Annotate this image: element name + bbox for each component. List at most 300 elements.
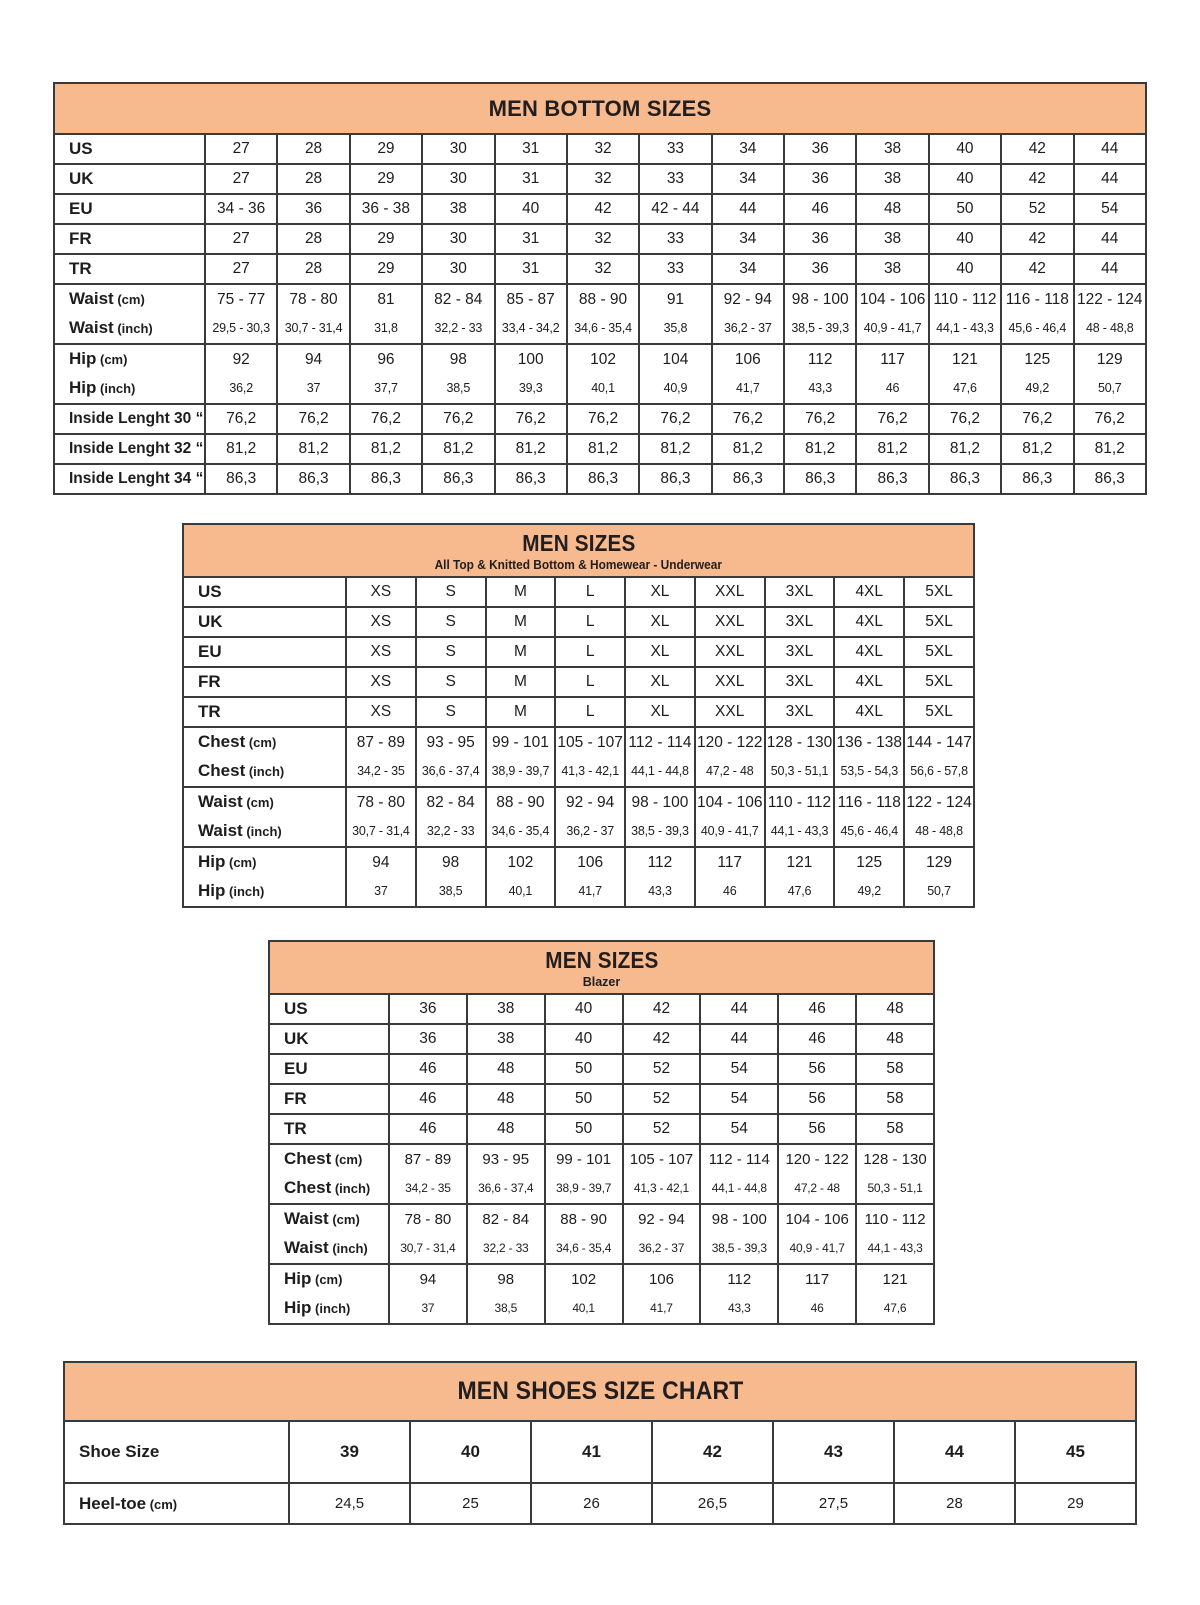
row-label: TR [54, 254, 205, 284]
table-cell: 54 [1074, 194, 1147, 224]
table-cell: M [486, 667, 556, 697]
table-cell: 50 [929, 194, 1001, 224]
table-cell: XS [346, 697, 416, 727]
table-row [269, 1024, 934, 1054]
table-cell: XXL [695, 607, 765, 637]
men-sizes-top-table [182, 523, 975, 908]
table-cell: 46 [778, 994, 856, 1024]
table-cell: 76,2 [712, 404, 784, 434]
table-cell: L [555, 667, 625, 697]
table-row [183, 667, 974, 697]
table-cell: 50 [545, 1084, 623, 1114]
table-cell: 3XL [765, 667, 835, 697]
table-cell: 33 [639, 134, 711, 164]
table-row [269, 1204, 934, 1264]
table-cell: 24,5 [289, 1483, 410, 1524]
table-row [64, 1483, 1136, 1524]
size-grid [182, 576, 975, 908]
row-label: TR [269, 1114, 389, 1144]
table-cell: 86,3 [712, 464, 784, 494]
table-cell: 86,3 [350, 464, 422, 494]
table-row [269, 1084, 934, 1114]
table-cell: 46 [389, 1084, 467, 1114]
table-cell: 29 [350, 164, 422, 194]
table-cell: 34 - 36 [205, 194, 277, 224]
table-cell: 56 [778, 1114, 856, 1144]
table-cell: 81,2 [1074, 434, 1147, 464]
table-cell: 31 [495, 164, 567, 194]
table-cell: XL [625, 607, 695, 637]
table-cell: 5XL [904, 637, 974, 667]
size-grid [53, 133, 1147, 495]
table-cell: 58 [856, 1084, 934, 1114]
table-cell: 4XL [834, 577, 904, 607]
table-row [54, 434, 1146, 464]
table-cell: 38 [856, 254, 928, 284]
table-cell: 98 38,5 [422, 344, 494, 404]
table-row [269, 1144, 934, 1204]
table-cell: 43 [773, 1421, 894, 1483]
table-cell: 92 36,2 [205, 344, 277, 404]
row-label: EU [183, 637, 346, 667]
table-cell: 112 - 114 44,1 - 44,8 [625, 727, 695, 787]
table-cell: 42 [623, 994, 701, 1024]
table-cell: 36 [784, 164, 856, 194]
table-cell: 42 [623, 1024, 701, 1054]
table-cell: 91 35,8 [639, 284, 711, 344]
table-cell: 76,2 [422, 404, 494, 434]
table-cell: 120 - 122 47,2 - 48 [695, 727, 765, 787]
table-cell: 105 - 107 41,3 - 42,1 [555, 727, 625, 787]
table-cell: 99 - 101 38,9 - 39,7 [545, 1144, 623, 1204]
table-cell: 36 - 38 [350, 194, 422, 224]
table-cell: S [416, 607, 486, 637]
table-cell: 3XL [765, 577, 835, 607]
table-cell: 52 [623, 1114, 701, 1144]
table-cell: XL [625, 637, 695, 667]
table-row [54, 284, 1146, 344]
table-row [269, 1054, 934, 1084]
table-cell: XL [625, 667, 695, 697]
table-cell: XL [625, 697, 695, 727]
table-cell: 112 43,3 [625, 847, 695, 907]
table-cell: 5XL [904, 667, 974, 697]
row-label: US [269, 994, 389, 1024]
table-cell: 117 46 [778, 1264, 856, 1324]
table-cell: 98 - 100 38,5 - 39,3 [625, 787, 695, 847]
table-row [64, 1421, 1136, 1483]
table-cell: 46 [778, 1024, 856, 1054]
table-cell: 87 - 89 34,2 - 35 [389, 1144, 467, 1204]
table-cell: 81,2 [1001, 434, 1073, 464]
table-row [54, 164, 1146, 194]
table-cell: XXL [695, 637, 765, 667]
table-cell: 104 40,9 [639, 344, 711, 404]
table-cell: 110 - 112 44,1 - 43,3 [929, 284, 1001, 344]
table-cell: 3XL [765, 697, 835, 727]
size-grid [63, 1420, 1137, 1525]
table-title: MEN SIZES [521, 529, 636, 556]
table-cell: 78 - 80 30,7 - 31,4 [389, 1204, 467, 1264]
table-cell: 34 [712, 134, 784, 164]
table-cell: 27 [205, 164, 277, 194]
table-cell: 28 [277, 254, 349, 284]
table-cell: 112 - 114 44,1 - 44,8 [700, 1144, 778, 1204]
table-cell: 54 [700, 1084, 778, 1114]
table-cell: 40 [929, 254, 1001, 284]
table-cell: 81,2 [567, 434, 639, 464]
table-cell: 46 [784, 194, 856, 224]
table-cell: 44 [894, 1421, 1015, 1483]
table-cell: 42 [1001, 254, 1073, 284]
table-cell: 31 [495, 134, 567, 164]
table-cell: 76,2 [567, 404, 639, 434]
table-cell: 76,2 [205, 404, 277, 434]
table-cell: 98 38,5 [416, 847, 486, 907]
table-cell: 54 [700, 1054, 778, 1084]
table-cell: 30 [422, 254, 494, 284]
table-cell: 99 - 101 38,9 - 39,7 [486, 727, 556, 787]
table-row [54, 254, 1146, 284]
table-cell: 38 [422, 194, 494, 224]
table-cell: 106 41,7 [555, 847, 625, 907]
table-cell: 81,2 [205, 434, 277, 464]
table-cell: 81,2 [350, 434, 422, 464]
table-cell: 3XL [765, 637, 835, 667]
table-cell: 25 [410, 1483, 531, 1524]
table-cell: 86,3 [277, 464, 349, 494]
table-cell: 40 [410, 1421, 531, 1483]
table-cell: M [486, 577, 556, 607]
table-cell: 42 [1001, 134, 1073, 164]
table-cell: 93 - 95 36,6 - 37,4 [467, 1144, 545, 1204]
row-label: Chest (cm) Chest (inch) [183, 727, 346, 787]
row-label: Waist (cm) Waist (inch) [183, 787, 346, 847]
table-cell: 56 [778, 1084, 856, 1114]
table-cell: 38 [467, 994, 545, 1024]
table-cell: 86,3 [929, 464, 1001, 494]
table-title-bar [182, 523, 975, 576]
table-cell: 98 - 100 38,5 - 39,3 [700, 1204, 778, 1264]
table-cell: 42 - 44 [639, 194, 711, 224]
men-bottom-sizes-table [53, 82, 1147, 495]
table-cell: 144 - 147 56,6 - 57,8 [904, 727, 974, 787]
row-label: Shoe Size [64, 1421, 289, 1483]
table-cell: 104 - 106 40,9 - 41,7 [695, 787, 765, 847]
table-cell: 110 - 112 44,1 - 43,3 [765, 787, 835, 847]
table-cell: 29 [350, 134, 422, 164]
table-cell: 36 [277, 194, 349, 224]
table-cell: 4XL [834, 667, 904, 697]
table-cell: 76,2 [1001, 404, 1073, 434]
table-cell: 86,3 [639, 464, 711, 494]
table-cell: 110 - 112 44,1 - 43,3 [856, 1204, 934, 1264]
table-cell: S [416, 577, 486, 607]
table-subtitle: All Top & Knitted Bottom & Homewear - Underwear [434, 557, 723, 572]
table-cell: 92 - 94 36,2 - 37 [623, 1204, 701, 1264]
table-cell: 94 37 [277, 344, 349, 404]
table-cell: XS [346, 637, 416, 667]
table-cell: 26,5 [652, 1483, 773, 1524]
table-cell: 76,2 [856, 404, 928, 434]
table-cell: 44 [1074, 254, 1147, 284]
table-cell: 31 [495, 254, 567, 284]
table-cell: XXL [695, 697, 765, 727]
table-row [269, 1114, 934, 1144]
table-cell: 87 - 89 34,2 - 35 [346, 727, 416, 787]
table-cell: 33 [639, 164, 711, 194]
table-cell: 81,2 [277, 434, 349, 464]
table-cell: 27 [205, 254, 277, 284]
table-row [54, 224, 1146, 254]
table-cell: 52 [1001, 194, 1073, 224]
table-cell: XL [625, 577, 695, 607]
table-row [54, 134, 1146, 164]
table-cell: 44 [1074, 164, 1147, 194]
size-grid [268, 993, 935, 1325]
table-cell: 129 50,7 [904, 847, 974, 907]
table-cell: 82 - 84 32,2 - 33 [467, 1204, 545, 1264]
table-cell: 116 - 118 45,6 - 46,4 [1001, 284, 1073, 344]
table-row [183, 847, 974, 907]
table-cell: 32 [567, 254, 639, 284]
table-cell: XS [346, 577, 416, 607]
table-cell: 52 [623, 1054, 701, 1084]
table-cell: 31 [495, 224, 567, 254]
table-cell: 34 [712, 164, 784, 194]
table-cell: 48 [856, 1024, 934, 1054]
table-cell: 128 - 130 50,3 - 51,1 [765, 727, 835, 787]
table-row [183, 727, 974, 787]
table-row [54, 404, 1146, 434]
table-cell: 5XL [904, 607, 974, 637]
row-label: US [183, 577, 346, 607]
row-label: UK [269, 1024, 389, 1054]
table-cell: 45 [1015, 1421, 1136, 1483]
row-label: FR [269, 1084, 389, 1114]
table-cell: 50 [545, 1114, 623, 1144]
table-cell: 44 [712, 194, 784, 224]
table-cell: 102 40,1 [567, 344, 639, 404]
table-cell: 3XL [765, 607, 835, 637]
table-cell: 102 40,1 [486, 847, 556, 907]
table-cell: 117 46 [695, 847, 765, 907]
table-row [183, 637, 974, 667]
table-cell: 30 [422, 164, 494, 194]
table-cell: 5XL [904, 697, 974, 727]
table-cell: 86,3 [422, 464, 494, 494]
table-cell: L [555, 577, 625, 607]
table-cell: 42 [567, 194, 639, 224]
table-cell: XXL [695, 667, 765, 697]
table-cell: 94 37 [346, 847, 416, 907]
table-cell: 122 - 124 48 - 48,8 [1074, 284, 1147, 344]
table-cell: 33 [639, 224, 711, 254]
table-cell: 38 [856, 164, 928, 194]
table-cell: 76,2 [1074, 404, 1147, 434]
table-cell: 36 [784, 224, 856, 254]
table-cell: M [486, 607, 556, 637]
row-label: Waist (cm) Waist (inch) [269, 1204, 389, 1264]
table-row [54, 344, 1146, 404]
table-cell: 36 [389, 994, 467, 1024]
row-label: Heel-toe (cm) [64, 1483, 289, 1524]
table-cell: 46 [389, 1114, 467, 1144]
table-cell: 117 46 [856, 344, 928, 404]
table-cell: 128 - 130 50,3 - 51,1 [856, 1144, 934, 1204]
table-cell: 88 - 90 34,6 - 35,4 [486, 787, 556, 847]
table-cell: 52 [623, 1084, 701, 1114]
table-cell: 121 47,6 [929, 344, 1001, 404]
table-cell: S [416, 697, 486, 727]
table-cell: 30 [422, 224, 494, 254]
table-cell: 36 [784, 134, 856, 164]
table-cell: 76,2 [277, 404, 349, 434]
table-cell: 93 - 95 36,6 - 37,4 [416, 727, 486, 787]
table-cell: 125 49,2 [1001, 344, 1073, 404]
table-cell: 86,3 [1074, 464, 1147, 494]
row-label: Inside Lenght 34 “ [54, 464, 205, 494]
table-row [183, 577, 974, 607]
row-label: UK [54, 164, 205, 194]
table-cell: 50 [545, 1054, 623, 1084]
table-cell: 136 - 138 53,5 - 54,3 [834, 727, 904, 787]
table-cell: 36 [389, 1024, 467, 1054]
table-cell: 88 - 90 34,6 - 35,4 [545, 1204, 623, 1264]
table-cell: 98 38,5 [467, 1264, 545, 1324]
men-sizes-blazer-table [268, 940, 935, 1325]
row-label: Hip (cm) Hip (inch) [54, 344, 205, 404]
table-cell: S [416, 667, 486, 697]
table-cell: 86,3 [856, 464, 928, 494]
table-cell: 81,2 [422, 434, 494, 464]
table-cell: 112 43,3 [784, 344, 856, 404]
table-cell: 86,3 [784, 464, 856, 494]
row-label: TR [183, 697, 346, 727]
table-cell: 125 49,2 [834, 847, 904, 907]
table-cell: 76,2 [350, 404, 422, 434]
table-cell: 98 - 100 38,5 - 39,3 [784, 284, 856, 344]
row-label: Inside Lenght 32 “ [54, 434, 205, 464]
table-row [183, 697, 974, 727]
table-cell: 46 [389, 1054, 467, 1084]
table-cell: 4XL [834, 607, 904, 637]
table-title: MEN SIZES [544, 946, 659, 973]
table-cell: 86,3 [205, 464, 277, 494]
table-cell: 81,2 [712, 434, 784, 464]
table-cell: 106 41,7 [712, 344, 784, 404]
table-cell: 116 - 118 45,6 - 46,4 [834, 787, 904, 847]
row-label: FR [54, 224, 205, 254]
table-cell: 33 [639, 254, 711, 284]
row-label: EU [54, 194, 205, 224]
table-cell: 39 [289, 1421, 410, 1483]
table-cell: 28 [277, 134, 349, 164]
table-title: MEN BOTTOM SIZES [488, 95, 712, 121]
table-cell: 42 [1001, 224, 1073, 254]
table-cell: XS [346, 667, 416, 697]
row-label: FR [183, 667, 346, 697]
table-cell: 76,2 [639, 404, 711, 434]
men-shoes-size-table [63, 1361, 1137, 1525]
table-cell: XS [346, 607, 416, 637]
table-cell: 120 - 122 47,2 - 48 [778, 1144, 856, 1204]
table-cell: 29 [1015, 1483, 1136, 1524]
table-cell: 102 40,1 [545, 1264, 623, 1324]
table-cell: 58 [856, 1114, 934, 1144]
table-cell: 82 - 84 32,2 - 33 [416, 787, 486, 847]
table-cell: 40 [929, 164, 1001, 194]
table-cell: 26 [531, 1483, 652, 1524]
row-label: Inside Lenght 30 “ [54, 404, 205, 434]
row-label: US [54, 134, 205, 164]
table-cell: 29 [350, 224, 422, 254]
table-cell: 86,3 [1001, 464, 1073, 494]
table-cell: 28 [894, 1483, 1015, 1524]
table-cell: 121 47,6 [856, 1264, 934, 1324]
table-cell: 85 - 87 33,4 - 34,2 [495, 284, 567, 344]
table-cell: 81,2 [929, 434, 1001, 464]
table-cell: 44 [700, 1024, 778, 1054]
table-cell: 121 47,6 [765, 847, 835, 907]
table-cell: 34 [712, 254, 784, 284]
table-cell: 112 43,3 [700, 1264, 778, 1324]
table-cell: 104 - 106 40,9 - 41,7 [778, 1204, 856, 1264]
table-cell: 40 [929, 134, 1001, 164]
table-cell: 48 [467, 1084, 545, 1114]
table-cell: 76,2 [495, 404, 567, 434]
table-title-bar [53, 82, 1147, 133]
table-cell: L [555, 697, 625, 727]
row-label: Hip (cm) Hip (inch) [269, 1264, 389, 1324]
table-cell: 81,2 [639, 434, 711, 464]
table-cell: 4XL [834, 637, 904, 667]
row-label: Chest (cm) Chest (inch) [269, 1144, 389, 1204]
table-cell: 41 [531, 1421, 652, 1483]
table-cell: 76,2 [929, 404, 1001, 434]
row-label: Hip (cm) Hip (inch) [183, 847, 346, 907]
table-cell: 44 [700, 994, 778, 1024]
table-cell: 42 [652, 1421, 773, 1483]
table-cell: 40 [495, 194, 567, 224]
table-cell: 28 [277, 164, 349, 194]
table-row [269, 994, 934, 1024]
table-cell: 44 [1074, 224, 1147, 254]
table-cell: 94 37 [389, 1264, 467, 1324]
table-cell: M [486, 637, 556, 667]
table-cell: 81 31,8 [350, 284, 422, 344]
table-cell: 54 [700, 1114, 778, 1144]
table-cell: 32 [567, 134, 639, 164]
table-cell: 105 - 107 41,3 - 42,1 [623, 1144, 701, 1204]
table-cell: 40 [545, 1024, 623, 1054]
table-cell: 129 50,7 [1074, 344, 1147, 404]
table-cell: 96 37,7 [350, 344, 422, 404]
table-cell: 106 41,7 [623, 1264, 701, 1324]
table-row [269, 1264, 934, 1324]
table-cell: 32 [567, 224, 639, 254]
table-cell: 5XL [904, 577, 974, 607]
table-cell: 81,2 [495, 434, 567, 464]
table-cell: S [416, 637, 486, 667]
table-cell: 56 [778, 1054, 856, 1084]
table-cell: XXL [695, 577, 765, 607]
table-cell: 86,3 [495, 464, 567, 494]
table-cell: 30 [422, 134, 494, 164]
table-cell: 48 [467, 1114, 545, 1144]
table-cell: 4XL [834, 697, 904, 727]
table-cell: 100 39,3 [495, 344, 567, 404]
